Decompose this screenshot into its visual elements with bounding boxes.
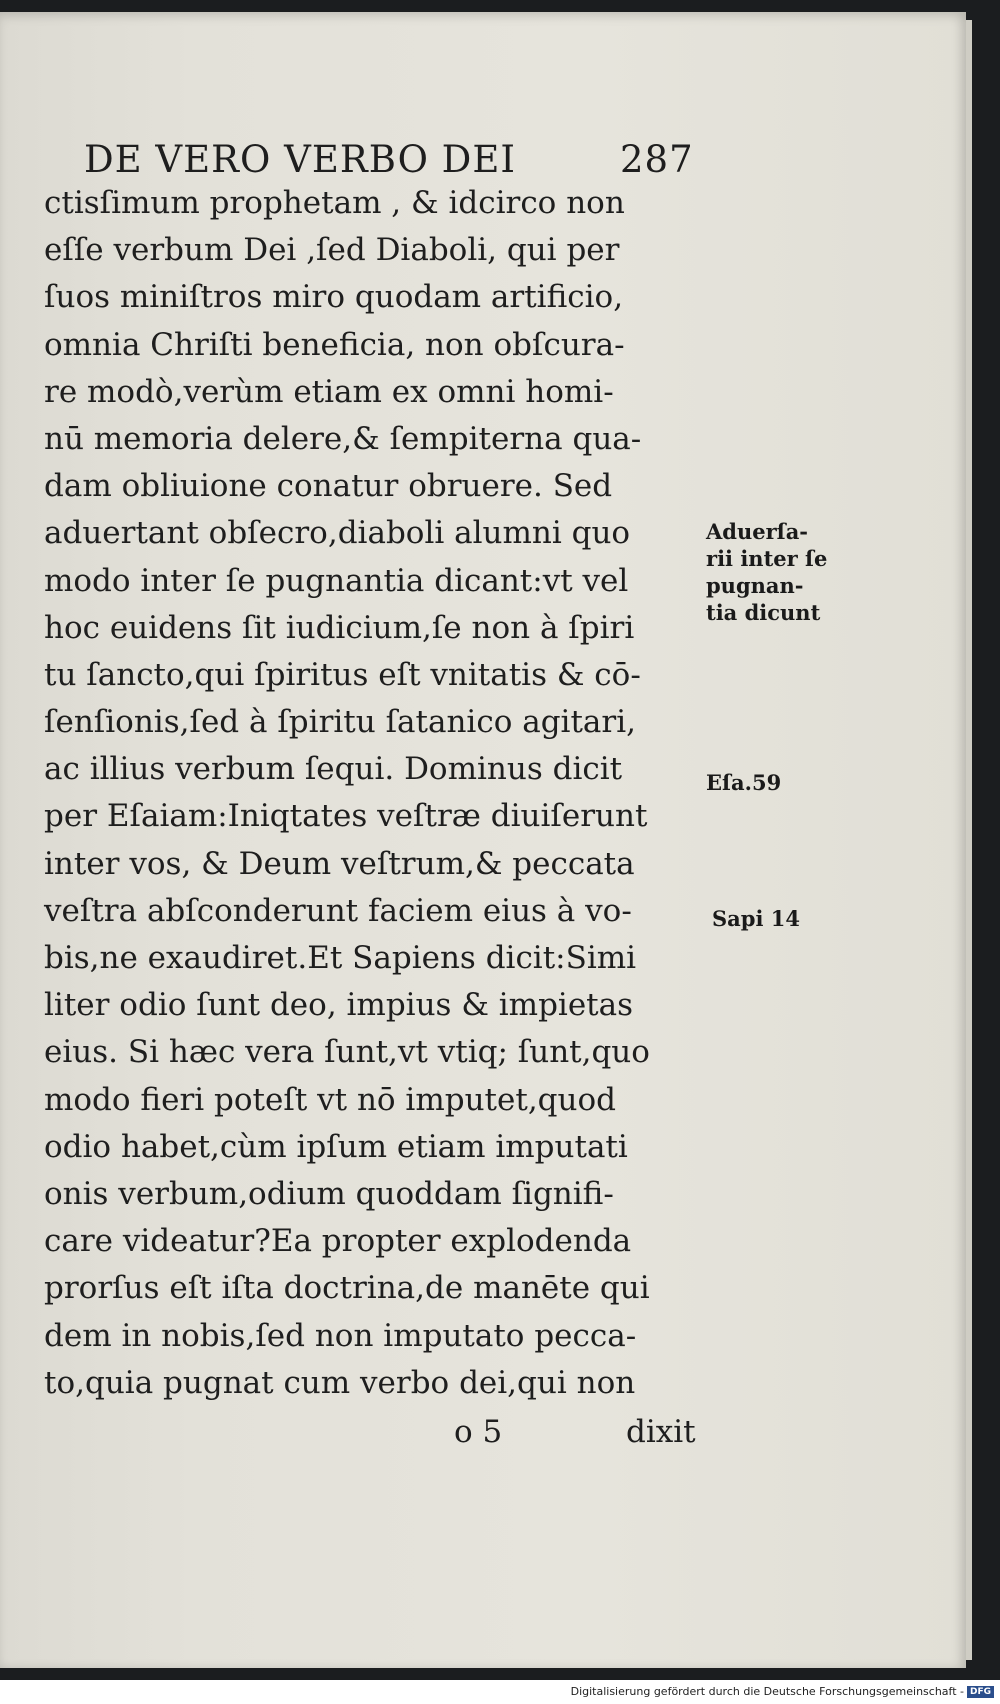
text-line: modo fieri poteſt vt nō imputet,quod <box>44 1081 616 1118</box>
text-line: care videatur?Ea propter explodenda <box>44 1223 632 1260</box>
credit-text: Digitalisierung gefördert durch die Deutsche Forschungsgemeinschaft - <box>570 1685 964 1698</box>
text-line: hoc euidens ſit iudicium,ſe non à ſpiri <box>44 609 635 646</box>
marginal-note-line: tia dicunt <box>706 600 821 625</box>
marginal-note-line: rii inter ſe <box>706 546 828 571</box>
text-line: omnia Chriſti beneficia, non obſcura- <box>44 326 625 363</box>
text-line: ac illius verbum ſequi. Dominus dicit <box>44 751 623 788</box>
text-line: re modò,verùm etiam ex omni homi- <box>44 373 614 410</box>
marginal-note-esaias: Eſa.59 <box>706 770 782 795</box>
text-line: tu ſancto,qui ſpiritus eſt vnitatis & cō- <box>44 656 641 693</box>
running-head <box>44 130 704 180</box>
text-line: dem in nobis,ſed non imputato pecca- <box>44 1317 637 1354</box>
text-line: ſuos miniſtros miro quodam artificio, <box>44 279 624 316</box>
catchword: dixit <box>626 1413 696 1450</box>
marginal-note-line: Aduerſa- <box>706 519 809 544</box>
text-line: inter vos, & Deum veſtrum,& peccata <box>44 845 635 882</box>
marginal-note-line: pugnan- <box>706 573 804 598</box>
marginal-note-sapientia: Sapi 14 <box>712 906 800 931</box>
text-line: ſenſionis,ſed à ſpiritu ſatanico agitari, <box>44 704 636 741</box>
text-line: modo inter ſe pugnantia dicant:vt vel <box>44 562 629 599</box>
text-line: prorſus eſt iſta doctrina,de manēte qui <box>44 1270 650 1307</box>
signature-line <box>44 1407 704 1457</box>
running-head-title: DE VERO VERBO DEI <box>84 138 516 181</box>
text-line: eſſe verbum Dei ,ſed Diaboli, qui per <box>44 232 620 269</box>
text-line: to,quia pugnat cum verbo dei,qui non <box>44 1364 636 1401</box>
page-edge <box>966 20 972 1660</box>
digitization-credit <box>571 1685 994 1698</box>
dfg-logo-badge: DFG <box>967 1686 994 1698</box>
page-number: 287 <box>620 138 694 181</box>
text-line: ctisſimum prophetam , & idcirco non <box>44 185 625 221</box>
main-text-block <box>44 130 704 1457</box>
text-line: odio habet,cùm ipſum etiam imputati <box>44 1128 628 1165</box>
text-line: onis verbum,odium quoddam ſignifi- <box>44 1175 614 1212</box>
text-line: dam obliuione conatur obruere. Sed <box>44 468 613 505</box>
marginal-note-adversarii <box>706 518 866 626</box>
text-line: bis,ne exaudiret.Et Sapiens dicit:Simi <box>44 940 637 976</box>
signature-mark: o 5 <box>454 1413 503 1450</box>
text-line: eius. Si hæc vera ſunt,vt vtiq; ſunt,quo <box>44 1034 650 1071</box>
text-line: nū memoria delere,& ſempiterna qua- <box>44 420 642 457</box>
text-line: liter odio ſunt deo, impius & impietas <box>44 987 634 1024</box>
text-line: aduertant obſecro,diaboli alumni quo <box>44 515 631 552</box>
text-line: veſtra abſconderunt faciem eius à vo- <box>44 892 632 929</box>
text-line: per Eſaiam:Iniqtates veſtræ diuiſerunt <box>44 798 648 835</box>
